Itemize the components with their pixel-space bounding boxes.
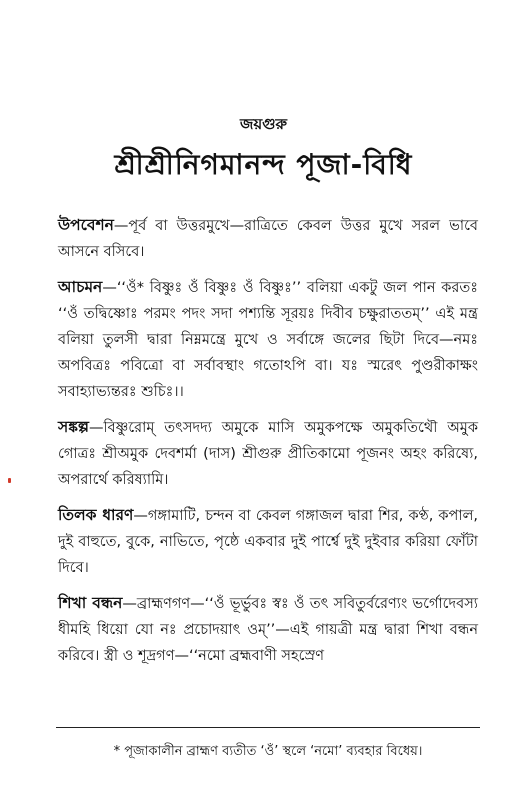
section-tilak-dharan [58, 502, 478, 581]
margin-mark [8, 478, 11, 483]
page-title: শ্রীশ্রীনিগমানন্দ পূজা-বিধি [114, 148, 413, 181]
section-term: উপবেশন [58, 216, 114, 234]
body-text [58, 212, 478, 678]
footnote-divider [56, 727, 480, 728]
section-text: —‘‘ওঁ* বিষ্ণুঃ ওঁ বিষ্ণুঃ ওঁ বিষ্ণুঃ’’ বলিয়া একটু জল পান করতঃ ‘‘ওঁ তদ্বিষ্ণোঃ পরমং পদং সদা পশ্যন্তি সূরয়ঃ দিবীব চক্ষুরাততম্’’ এই মন্ত্র বলিয়া তুলসী দ্বারা নিম্নমন্ত্রে মুখে ও সর্বাঙ্গে জলের ছিটা দিবে—নমঃ অপবিত্রঃ পবিত্রো বা সর্বাবস্থাং গতোঽপি বা। যঃ স্মরেৎ পুণ্ডরীকাক্ষং সবাহ্যাভ্যন্তরঃ শুচিঃ।। [58, 280, 478, 400]
section-sankalpa [58, 414, 478, 493]
section-text: —পূর্ব বা উত্তরমুখে—রাত্রিতে কেবল উত্তর মুখে সরল ভাবে আসনে বসিবে। [58, 218, 478, 260]
section-shikha-bandhan [58, 590, 478, 669]
section-text: —বিষ্ণুরোম্ তৎসদদ্য অমুকে মাসি অমুকপক্ষে অমুকতিথৌ অমুক গোত্রঃ শ্রীঅমুক দেবশর্মা (দাস) শ্রীগুরু প্রীতিকামো পূজনং অহং করিষ্যে, অপরার্থে করিষ্যামি। [58, 420, 478, 488]
section-term: সঙ্কল্প [58, 418, 90, 436]
section-term: আচমন [58, 278, 103, 296]
header-top-line: জয়গুরু [239, 115, 288, 133]
section-achaman [58, 274, 478, 405]
section-text: —গঙ্গামাটি, চন্দন বা কেবল গঙ্গাজল দ্বারা শির, কণ্ঠ, কপাল, দুই বাহুতে, বুকে, নাভিতে, পৃষ্ঠে একবার দুই পার্শ্বে দুই দুইবার করিয়া ফোঁটা দিবে। [58, 508, 478, 576]
section-term: শিখা বন্ধন [58, 594, 123, 612]
section-upabeshan [58, 212, 478, 265]
section-text: —ব্রাহ্মণগণ—‘‘ওঁ ভূর্ভুবঃ স্বঃ ওঁ তৎ সবিতুর্বরেণ্যং ভর্গোদেবস্য ধীমহি ধিয়ো যো নঃ প্রচোদয়াৎ ওম্’’—এই গায়ত্রী মন্ত্র দ্বারা শিখা বন্ধন করিবে। স্ত্রী ও শূদ্রগণ—‘‘নমো ব্রহ্মবাণী সহস্রেণ [58, 596, 478, 664]
section-term: তিলক ধারণ [58, 506, 134, 524]
footnote: * পূজাকালীন ব্রাহ্মণ ব্যতীত ‘ওঁ’ স্থলে ‘নমো’ ব্যবহার বিধেয়। [113, 744, 423, 759]
